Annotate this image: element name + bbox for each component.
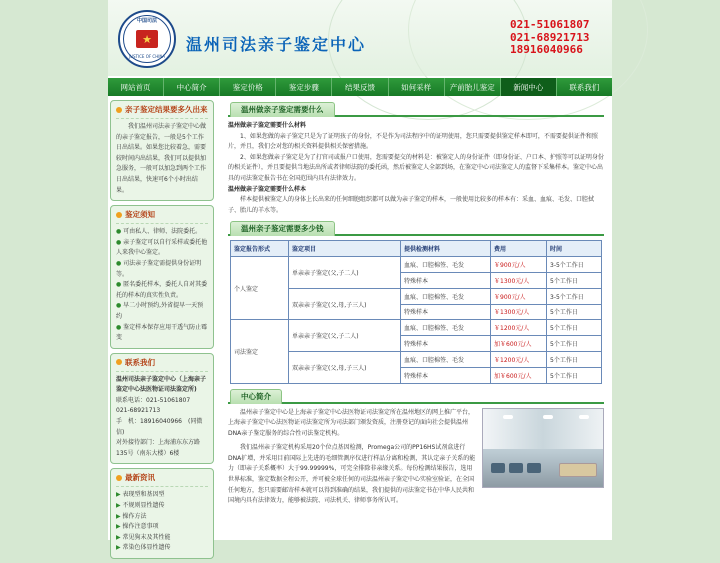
- section-title: 温州亲子鉴定需要多少钱: [230, 221, 335, 236]
- emblem-icon: ★: [136, 30, 158, 48]
- section-header: [228, 221, 604, 236]
- sidebar-news-box: [110, 468, 214, 559]
- sidebar-heading: [116, 209, 208, 224]
- logo-top-text: 中国司法: [136, 18, 157, 24]
- column-header: 费用: [491, 241, 547, 257]
- fee-cell: 加￥600元/人: [491, 367, 547, 383]
- notice-item: ● 早二小时预约,外省提早一天预约: [116, 302, 204, 320]
- nav-steps[interactable]: 鉴定步骤: [276, 78, 332, 96]
- time-cell: 3-5个工作日: [547, 257, 602, 273]
- photo-seat: [491, 463, 505, 473]
- question-heading: 温州做亲子鉴定需要什么材料: [228, 122, 307, 129]
- table-row: [231, 320, 602, 336]
- report-form-cell: 司法鉴定: [231, 320, 289, 383]
- nav-about[interactable]: 中心简介: [164, 78, 220, 96]
- news-item[interactable]: ▶ 表现型和基因型: [116, 491, 165, 499]
- table-row: [231, 257, 602, 273]
- paragraph: 温州亲子鉴定中心是上海亲子鉴定中心法医物证司法鉴定所在温州地区的网上推广平台，上海亲子鉴定中心法医物证司法鉴定所为司法部门颁发资质，注册登记的面向社会提供温州DNA亲子鉴定服务的综合性司法鉴定机构。: [228, 408, 475, 437]
- phone-number: 18916040966: [510, 43, 583, 56]
- news-item[interactable]: ▶ 常见狗末及其性能: [116, 533, 171, 541]
- material-cell: 血痕、口腔棉签、毛发: [401, 351, 491, 367]
- contact-org: 温州司法亲子鉴定中心（上海亲子鉴定中心法医物证司法鉴定所): [116, 375, 207, 394]
- sidebar-contact-box: [110, 353, 214, 465]
- paragraph: 2、如果您做亲子鉴定是为了打官司或报户口使用，您需要提交的材料是：被鉴定人的身份证件（即身份证、户口本、护照等可以证明身份的相关证件），并且要提供当地法出所或者律师法院的委托函，然后被鉴定人全部到场，在鉴定中心司法鉴定人的监督下采集样本。鉴定中心出具的司法鉴定报告书在全国范围内具有法律效力。: [228, 153, 604, 182]
- material-cell: 血痕、口腔棉签、毛发: [401, 320, 491, 336]
- header: [108, 0, 612, 76]
- column-header: 鉴定报告形式: [231, 241, 289, 257]
- section-title: 温州做亲子鉴定需要什么: [230, 102, 335, 117]
- column-header: 鉴定项目: [289, 241, 401, 257]
- bullet-icon: [116, 107, 122, 113]
- site-title: 温州司法亲子鉴定中心: [186, 35, 367, 54]
- fee-cell: ￥900元/人: [491, 288, 547, 304]
- section-header: [228, 102, 604, 117]
- news-item[interactable]: ▶ 常染色体显性遗传: [116, 544, 171, 552]
- sidebar-heading-text: 联系我们: [125, 357, 155, 367]
- paragraph: 样本提供被鉴定人的身体上长出来的任何细胞组织都可以做为亲子鉴定的样本，一般使用比较多的样本有：采血、血痕、毛发、口腔拭子、胎儿的羊水等。: [228, 196, 595, 214]
- material-cell: 特殊样本: [401, 367, 491, 383]
- material-cell: 血痕、口腔棉签、毛发: [401, 288, 491, 304]
- time-cell: 5个工作日: [547, 367, 602, 383]
- news-list: [116, 490, 208, 554]
- sidebar-result-text: 我们温州司法亲子鉴定中心做的亲子鉴定报告，一般是5个工作日出结果。如果您比较着急，需要较时间内出结果，我们可以提供加急服务，一般可以加急到两个工作日出结果，快速可6个小时出结果。: [116, 123, 207, 194]
- notice-item: ● 亲子鉴定可以自行采样或委托他人来我中心鉴定。: [116, 238, 208, 257]
- section-price: [228, 221, 604, 383]
- nav-sampling[interactable]: 如何采样: [389, 78, 445, 96]
- news-item[interactable]: ▶ 操作注意事项: [116, 523, 159, 531]
- contact-mobile: 手 机：18916040966 (同微信): [116, 418, 203, 436]
- question-heading: 温州做亲子鉴定需要什么样本: [228, 185, 307, 193]
- photo-seat: [509, 463, 523, 473]
- bullet-icon: [116, 212, 122, 218]
- sidebar-heading-text: 亲子鉴定结果要多久出来: [125, 105, 208, 114]
- news-item[interactable]: ▶ 操作方法: [116, 512, 147, 520]
- nav-feedback[interactable]: 结果反馈: [332, 78, 388, 96]
- contact-address: 对外接待部门：上海浦东东方路135号（南东大楼）6楼: [116, 439, 201, 457]
- sidebar: [110, 100, 214, 563]
- notice-item: ● 可由私人、律师、法院委托。: [116, 228, 202, 236]
- nav-price[interactable]: 鉴定价格: [220, 78, 276, 96]
- logo-bottom-text: JUSTICE OF CHINA: [128, 54, 166, 59]
- material-cell: 特殊样本: [401, 336, 491, 352]
- fee-cell: ￥1200元/人: [491, 351, 547, 367]
- main-nav: [108, 78, 612, 96]
- time-cell: 5个工作日: [547, 272, 602, 288]
- photo-desk: [559, 463, 597, 477]
- project-cell: 双亲亲子鉴定(父,母,子三人): [289, 288, 401, 320]
- column-header: 时间: [547, 241, 602, 257]
- justice-emblem-logo[interactable]: [118, 10, 176, 68]
- time-cell: 5个工作日: [547, 336, 602, 352]
- nav-prenatal[interactable]: 产前胎儿鉴定: [445, 78, 501, 96]
- news-item[interactable]: ▶ 不规则显性遗传: [116, 502, 165, 510]
- section-about: [228, 389, 604, 507]
- phone-number: 021-68921713: [510, 30, 590, 44]
- project-cell: 双亲亲子鉴定(父,母,子三人): [289, 351, 401, 383]
- nav-home[interactable]: 网站首页: [108, 78, 164, 96]
- bullet-icon: [116, 475, 122, 481]
- fee-cell: ￥1300元/人: [491, 304, 547, 320]
- photo-lamp: [503, 415, 513, 419]
- section-header: [228, 389, 604, 404]
- phone-number: 021-51061807: [510, 18, 590, 31]
- table-header-row: [231, 241, 602, 257]
- time-cell: 3-5个工作日: [547, 288, 602, 304]
- time-cell: 5个工作日: [547, 351, 602, 367]
- sidebar-heading-text: 鉴定须知: [125, 210, 155, 220]
- notice-list: [116, 227, 208, 344]
- fee-cell: 加￥600元/人: [491, 336, 547, 352]
- sidebar-result-box: [110, 100, 214, 201]
- fee-cell: ￥1200元/人: [491, 320, 547, 336]
- price-table: [230, 240, 602, 383]
- material-cell: 特殊样本: [401, 272, 491, 288]
- time-cell: 5个工作日: [547, 304, 602, 320]
- material-cell: 血痕、口腔棉签、毛发: [401, 257, 491, 273]
- section-requirements: [228, 102, 604, 216]
- sidebar-heading[interactable]: [116, 104, 208, 119]
- paragraph: 1、如果您做的亲子鉴定只是为了证明孩子的身份，不是作为司法程序中的证明使用，您只需要提供鉴定样本即可，不需要提供证件和照片，并且，我们会对您的相关资料提供相关保密措施。: [228, 132, 598, 151]
- bullet-icon: [116, 359, 122, 365]
- photo-lamp: [579, 415, 589, 419]
- time-cell: 5个工作日: [547, 320, 602, 336]
- page: [108, 0, 612, 552]
- photo-seat: [527, 463, 541, 473]
- photo-lamp: [543, 415, 553, 419]
- project-cell: 单亲亲子鉴定(父,子二人): [289, 320, 401, 352]
- report-form-cell: 个人鉴定: [231, 257, 289, 320]
- column-header: 提供检测材料: [401, 241, 491, 257]
- sidebar-heading: [116, 357, 208, 372]
- sidebar-heading-text: 最新资讯: [125, 473, 155, 483]
- nav-news[interactable]: 新闻中心: [501, 78, 557, 96]
- sidebar-heading: [116, 472, 208, 487]
- lab-photo: [482, 408, 604, 488]
- material-cell: 特殊样本: [401, 304, 491, 320]
- sidebar-notice-box: [110, 205, 214, 349]
- nav-contact[interactable]: 联系我们: [569, 82, 600, 92]
- project-cell: 单亲亲子鉴定(父,子二人): [289, 257, 401, 289]
- section-title: 中心简介: [230, 389, 282, 404]
- main-content: [228, 102, 604, 512]
- notice-item: ● 鉴定样本保存应用干透气防止霉变: [116, 323, 208, 342]
- fee-cell: ￥900元/人: [491, 257, 547, 273]
- fee-cell: ￥1300元/人: [491, 272, 547, 288]
- paragraph: 我们温州亲子鉴定机构采用20个位点基因检测，Promega公司的PP16HS试剂盒进行DNA扩增，并采用目前国际上先进的毛细管测序仪进行样品分离和检测，其认定亲子关系的能力（即亲子关系概率）大于99.99999%，可完全排除非亲缘关系。每份检测结果报告，选用世界标准，鉴定数据全程公开，并可被全球任何的司法温州亲子鉴定中心实验室验证，在全国任何地方，您只需要邮寄样本就可以得到准确的结果，我们提供的司法鉴定书在中华人民共和国境内具有法律效力，能够被法院、司法机关、律师事务所认可。: [228, 444, 476, 505]
- notice-item: ● 匿名委托样本，委托人自对其委托的样本的真实性负责。: [116, 281, 208, 299]
- contact-phone: 联系电话：021-51061807 021-68921713: [116, 396, 197, 415]
- notice-item: ● 司法亲子鉴定需提供身份证明等。: [116, 259, 202, 278]
- phone-list: [510, 19, 589, 57]
